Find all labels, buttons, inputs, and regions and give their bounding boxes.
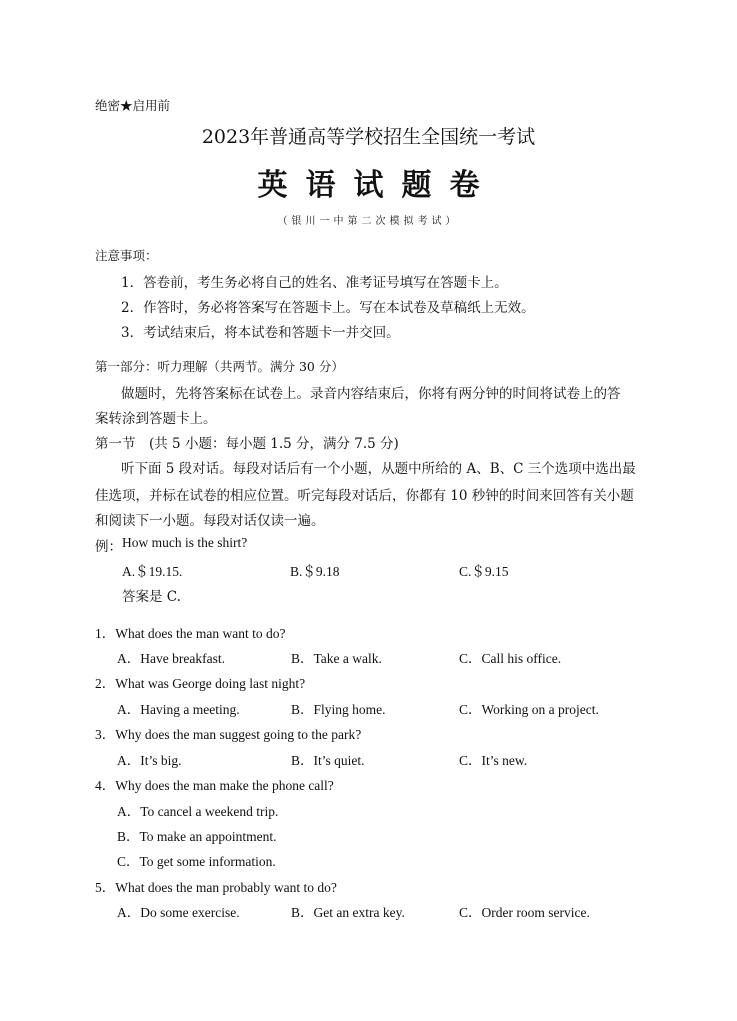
example-option-a: A.＄19.15. <box>122 564 183 579</box>
paper-subtitle: （银川一中第二次模拟考试） <box>277 216 460 227</box>
example-option-c: C.＄9.15 <box>459 564 509 579</box>
part1-instruction-line1: 做题时，先将答案标在试卷上。录音内容结束后，你将有两分钟的时间将试卷上的答 <box>121 386 621 402</box>
question-stem: 3．Why does the man suggest going to the park? <box>95 727 362 742</box>
section1-line3: 和阅读下一小题。每段对话仅读一遍。 <box>95 513 325 529</box>
section1-line1: 听下面 5 段对话。每段对话后有一个小题，从题中所给的 A、B、C 三个选项中选出最 <box>121 461 636 477</box>
exam-title: 2023年普通高等学校招生全国统一考试 <box>201 126 536 148</box>
question-stem: 5．What does the man probably want to do? <box>95 880 337 895</box>
example-question: How much is the shirt? <box>122 535 248 550</box>
notice-item: 2．作答时，务必将答案写在答题卡上。写在本试卷及草稿纸上无效。 <box>121 300 535 316</box>
question-option-c: C．It’s new. <box>459 753 528 768</box>
example-label: 例： <box>95 539 122 555</box>
question-option-c: C．Working on a project. <box>459 702 599 717</box>
part1-instruction-line2: 案转涂到答题卡上。 <box>95 411 217 427</box>
section1-heading: 第一节 (共 5 小题：每小题 1.5 分，满分 7.5 分) <box>95 436 399 452</box>
example-option-b: B.＄9.18 <box>290 564 340 579</box>
notice-item: 3．考试结束后，将本试卷和答题卡一并交回。 <box>121 325 400 341</box>
question-option-b: B．Get an extra key. <box>291 905 405 920</box>
question-option-a: A．To cancel a weekend trip. <box>117 804 279 819</box>
example-answer: 答案是 C. <box>122 589 181 605</box>
question-option-c: C．To get some information. <box>117 854 276 869</box>
section1-line2: 佳选项，并标在试卷的相应位置。听完每段对话后，你都有 10 秒钟的时间来回答有关小题 <box>95 488 634 504</box>
question-option-b: B．Take a walk. <box>291 651 382 666</box>
notice-heading: 注意事项： <box>95 248 158 263</box>
question-option-c: C．Call his office. <box>459 651 562 666</box>
question-stem: 2．What was George doing last night? <box>95 676 306 691</box>
question-option-b: B．To make an appointment. <box>117 829 277 844</box>
notice-item: 1．答卷前，考生务必将自己的姓名、准考证号填写在答题卡上。 <box>121 275 508 291</box>
question-stem: 1．What does the man want to do? <box>95 626 286 641</box>
question-option-b: B．Flying home. <box>291 702 386 717</box>
paper-title: 英语试题卷 <box>257 168 498 203</box>
question-option-a: A．It’s big. <box>117 753 182 768</box>
question-stem: 4．Why does the man make the phone call? <box>95 778 334 793</box>
question-option-a: A．Having a meeting. <box>117 702 240 717</box>
question-option-a: A．Do some exercise. <box>117 905 240 920</box>
secret-mark: 绝密★启用前 <box>95 98 171 113</box>
part1-heading: 第一部分：听力理解（共两节。满分 30 分） <box>95 359 344 374</box>
question-option-c: C．Order room service. <box>459 905 590 920</box>
question-option-b: B．It’s quiet. <box>291 753 365 768</box>
question-option-a: A．Have breakfast. <box>117 651 225 666</box>
